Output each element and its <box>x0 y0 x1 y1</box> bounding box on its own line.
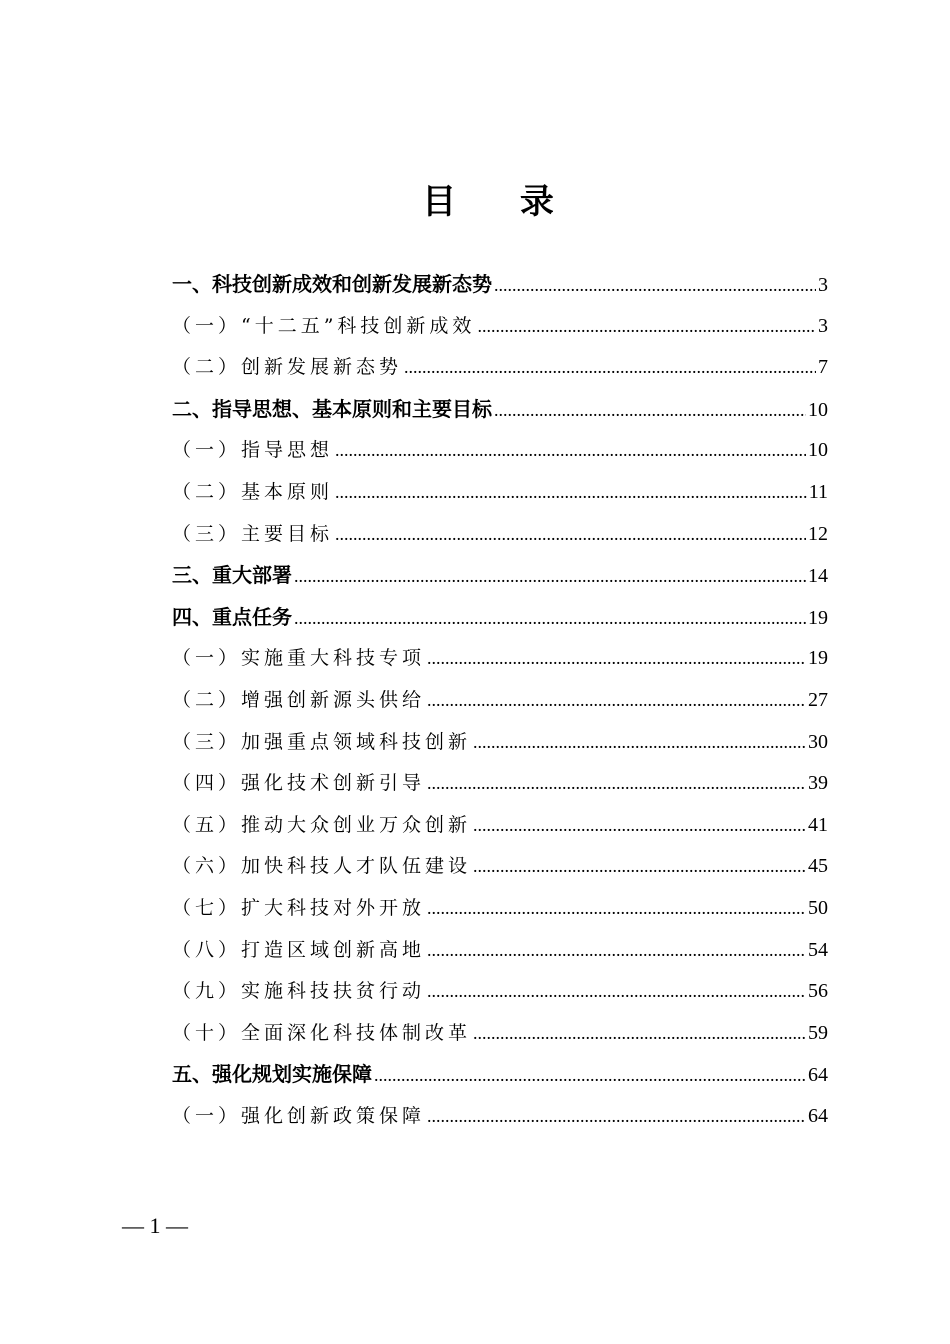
dot-leader <box>473 722 806 764</box>
dot-leader <box>477 306 816 348</box>
page-number-footer: — 1 — <box>122 1213 188 1238</box>
toc-entry-label: （一）“十二五”科技创新成效 <box>172 314 476 337</box>
toc-page-number: 3 <box>818 274 828 296</box>
toc-entry-label: （九）实施科技扶贫行动 <box>172 980 426 1003</box>
dot-leader <box>427 1096 806 1138</box>
toc-section-entry[interactable] <box>172 805 828 847</box>
toc-section-entry[interactable] <box>172 930 828 972</box>
dot-leader <box>427 930 806 972</box>
dot-leader <box>335 514 806 556</box>
toc-entry-label: （二）增强创新源头供给 <box>172 688 426 711</box>
toc-section-entry[interactable] <box>172 763 828 805</box>
dot-leader <box>427 971 806 1013</box>
toc-page-number: 3 <box>818 314 828 337</box>
dot-leader <box>494 390 806 432</box>
toc-section-entry[interactable] <box>172 888 828 930</box>
dot-leader <box>427 888 806 930</box>
toc-entry-label: （五）推动大众创业万众创新 <box>172 813 472 836</box>
toc-entry-label: 五、强化规划实施保障 <box>172 1062 372 1087</box>
dot-leader <box>494 265 816 307</box>
toc-section-entry[interactable] <box>172 1096 828 1138</box>
toc-page-number: 19 <box>808 606 828 629</box>
toc-page-number: 11 <box>808 480 828 503</box>
dot-leader <box>473 846 806 888</box>
toc-page-number: 64 <box>808 1104 828 1127</box>
toc-page-number: 59 <box>808 1021 828 1044</box>
dot-leader <box>473 1013 806 1055</box>
toc-page-number: 39 <box>808 772 828 795</box>
toc-section-entry[interactable] <box>172 680 828 722</box>
toc-section-entry[interactable] <box>172 1013 828 1055</box>
toc-section-entry[interactable] <box>172 347 828 389</box>
dot-leader <box>427 638 806 680</box>
toc-entry-label: （二）基本原则 <box>172 480 334 503</box>
dot-leader <box>374 1055 806 1097</box>
toc-entry-label: 一、科技创新成效和创新发展新态势 <box>172 272 492 296</box>
toc-page-number: 50 <box>808 896 828 919</box>
toc-entry-label: （七）扩大科技对外开放 <box>172 896 426 919</box>
toc-section-entry[interactable] <box>172 971 828 1013</box>
dot-leader <box>294 598 806 640</box>
toc-chapter-entry[interactable] <box>172 597 828 639</box>
dot-leader <box>294 556 806 598</box>
dot-leader <box>335 472 807 514</box>
toc-chapter-entry[interactable] <box>172 1054 828 1096</box>
toc-chapter-entry[interactable] <box>172 555 828 597</box>
toc-chapter-entry[interactable] <box>172 389 828 431</box>
toc-entry-label: （二）创新发展新态势 <box>172 356 403 379</box>
toc-entry-label: 二、指导思想、基本原则和主要目标 <box>172 396 492 421</box>
toc-entry-label: （八）打造区域创新高地 <box>172 938 426 961</box>
toc-entry-label: （一）指导思想 <box>172 439 334 462</box>
toc-page-number: 12 <box>808 522 828 545</box>
toc-page-number: 54 <box>808 938 828 961</box>
dot-leader <box>427 680 806 722</box>
dot-leader <box>427 763 806 805</box>
toc-page-number: 41 <box>808 813 828 836</box>
toc-entry-label: （一）强化创新政策保障 <box>172 1104 426 1127</box>
toc-page-number: 27 <box>808 688 828 711</box>
toc-page-number: 14 <box>808 565 828 588</box>
toc-section-entry[interactable] <box>172 846 828 888</box>
toc-page-number: 10 <box>808 439 828 462</box>
dot-leader <box>473 805 806 847</box>
toc-section-entry[interactable] <box>172 430 828 472</box>
toc-page-number: 30 <box>808 730 828 753</box>
toc-entry-label: （三）加强重点领域科技创新 <box>172 730 472 753</box>
toc-entry-label: 三、重大部署 <box>172 563 292 588</box>
toc-chapter-entry[interactable] <box>172 264 828 306</box>
toc-entry-label: （六）加快科技人才队伍建设 <box>172 855 472 878</box>
toc-page-number: 45 <box>808 855 828 878</box>
toc-section-entry[interactable] <box>172 472 828 514</box>
toc-page-number: 7 <box>818 356 828 379</box>
page-title: 目 录 <box>422 182 580 222</box>
toc-section-entry[interactable] <box>172 722 828 764</box>
toc-entry-label: （十）全面深化科技体制改革 <box>172 1021 472 1044</box>
dot-leader <box>404 347 816 389</box>
toc-entry-label: 四、重点任务 <box>172 604 292 629</box>
toc-entry-label: （一）实施重大科技专项 <box>172 647 426 670</box>
toc-page-number: 56 <box>808 980 828 1003</box>
toc-entry-label: （三）主要目标 <box>172 522 334 545</box>
toc-entry-label: （四）强化技术创新引导 <box>172 772 426 795</box>
toc-section-entry[interactable] <box>172 514 828 556</box>
dot-leader <box>335 430 806 472</box>
toc-section-entry[interactable] <box>172 306 828 348</box>
toc-section-entry[interactable] <box>172 638 828 680</box>
toc-page-number: 64 <box>808 1064 828 1087</box>
toc-page-number: 19 <box>808 647 828 670</box>
toc-page-number: 10 <box>808 398 828 421</box>
table-of-contents <box>172 264 828 1137</box>
